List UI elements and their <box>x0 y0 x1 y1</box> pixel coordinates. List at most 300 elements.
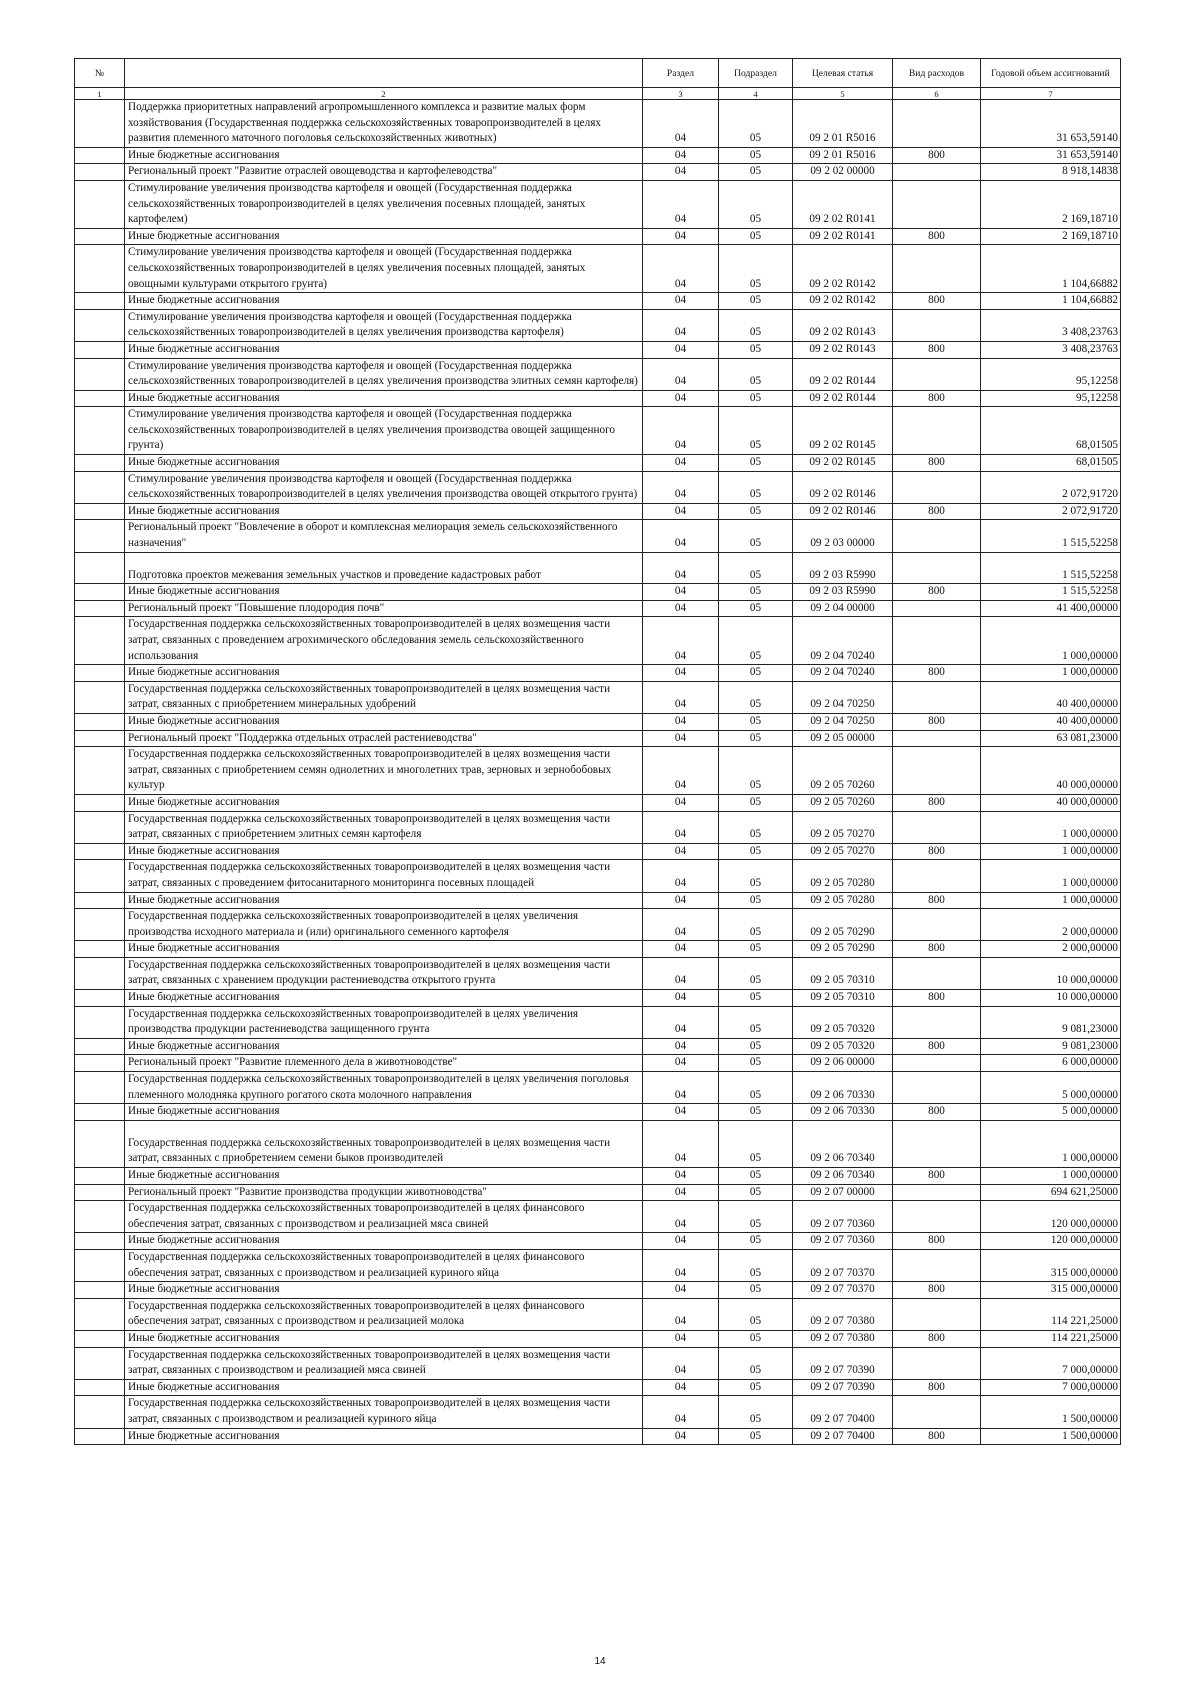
amount-cell: 7 000,00000 <box>981 1379 1121 1396</box>
row-number-cell <box>75 843 125 860</box>
amount-cell: 8 918,14838 <box>981 164 1121 181</box>
expense-type-cell <box>893 358 981 390</box>
table-row <box>75 730 1121 747</box>
section-cell: 04 <box>643 600 719 617</box>
row-number-cell <box>75 794 125 811</box>
table-row <box>75 503 1121 520</box>
table-row <box>75 584 1121 601</box>
expense-type-cell <box>893 1347 981 1379</box>
subsection-cell: 05 <box>719 390 793 407</box>
amount-cell: 9 081,23000 <box>981 1038 1121 1055</box>
row-number-cell <box>75 293 125 310</box>
table-row <box>75 1330 1121 1347</box>
amount-cell: 2 072,91720 <box>981 503 1121 520</box>
subsection-cell: 05 <box>719 1072 793 1104</box>
row-number-cell <box>75 407 125 455</box>
amount-cell: 31 653,59140 <box>981 147 1121 164</box>
target-article-cell: 09 2 02 R0142 <box>793 245 893 293</box>
table-row <box>75 228 1121 245</box>
row-name-cell: Иные бюджетные ассигнования <box>125 503 643 520</box>
header-section: Раздел <box>643 59 719 88</box>
row-number-cell <box>75 730 125 747</box>
target-article-cell: 09 2 02 R0146 <box>793 503 893 520</box>
target-article-cell: 09 2 07 70380 <box>793 1298 893 1330</box>
expense-type-cell <box>893 309 981 341</box>
expense-type-cell: 800 <box>893 1233 981 1250</box>
row-number-cell <box>75 455 125 472</box>
section-cell: 04 <box>643 665 719 682</box>
target-article-cell: 09 2 05 70320 <box>793 1006 893 1038</box>
subsection-cell: 05 <box>719 957 793 989</box>
section-cell: 04 <box>643 1396 719 1428</box>
expense-type-cell: 800 <box>893 1104 981 1121</box>
amount-cell: 95,12258 <box>981 390 1121 407</box>
page-number: 14 <box>594 1656 606 1667</box>
amount-cell: 10 000,00000 <box>981 990 1121 1007</box>
table-row <box>75 957 1121 989</box>
row-number-cell <box>75 309 125 341</box>
amount-cell: 1 000,00000 <box>981 1168 1121 1185</box>
table-row <box>75 1038 1121 1055</box>
amount-cell: 1 104,66882 <box>981 245 1121 293</box>
section-cell: 04 <box>643 1038 719 1055</box>
expense-type-cell <box>893 164 981 181</box>
subsection-cell: 05 <box>719 811 793 843</box>
subsection-cell: 05 <box>719 164 793 181</box>
target-article-cell: 09 2 04 70240 <box>793 617 893 665</box>
subsection-cell: 05 <box>719 1347 793 1379</box>
section-cell: 04 <box>643 1201 719 1233</box>
expense-type-cell: 800 <box>893 455 981 472</box>
expense-type-cell: 800 <box>893 794 981 811</box>
subsection-cell: 05 <box>719 1006 793 1038</box>
section-cell: 04 <box>643 811 719 843</box>
target-article-cell: 09 2 05 70290 <box>793 941 893 958</box>
row-number-cell <box>75 471 125 503</box>
expense-type-cell: 800 <box>893 293 981 310</box>
row-number-cell <box>75 1249 125 1281</box>
table-row <box>75 1298 1121 1330</box>
amount-cell: 5 000,00000 <box>981 1072 1121 1104</box>
header-name <box>125 59 643 88</box>
amount-cell: 10 000,00000 <box>981 957 1121 989</box>
table-row <box>75 1006 1121 1038</box>
row-number-cell <box>75 892 125 909</box>
section-cell: 04 <box>643 147 719 164</box>
table-row <box>75 1282 1121 1299</box>
section-cell: 04 <box>643 552 719 584</box>
target-article-cell: 09 2 05 70320 <box>793 1038 893 1055</box>
expense-type-cell <box>893 1006 981 1038</box>
row-name-cell: Региональный проект "Вовлечение в оборот и комплексная мелиорация земель сельскохозяйственного назначения" <box>125 520 643 552</box>
target-article-cell: 09 2 03 00000 <box>793 520 893 552</box>
row-name-cell: Иные бюджетные ассигнования <box>125 1038 643 1055</box>
target-article-cell: 09 2 02 R0144 <box>793 358 893 390</box>
row-name-cell: Иные бюджетные ассигнования <box>125 941 643 958</box>
row-name-cell: Государственная поддержка сельскохозяйственных товаропроизводителей в целях увеличения поголовья племенного молодняка крупного рогатого скота молочного направления <box>125 1072 643 1104</box>
row-name-cell: Подготовка проектов межевания земельных участков и проведение кадастровых работ <box>125 552 643 584</box>
expense-type-cell <box>893 957 981 989</box>
expense-type-cell <box>893 180 981 228</box>
row-name-cell: Иные бюджетные ассигнования <box>125 584 643 601</box>
amount-cell: 1 000,00000 <box>981 860 1121 892</box>
expense-type-cell <box>893 1298 981 1330</box>
expense-type-cell <box>893 730 981 747</box>
row-name-cell: Региональный проект "Развитие производства продукции животноводства" <box>125 1184 643 1201</box>
row-number-cell <box>75 811 125 843</box>
subsection-cell: 05 <box>719 584 793 601</box>
row-number-cell <box>75 1120 125 1167</box>
target-article-cell: 09 2 02 R0145 <box>793 407 893 455</box>
expense-type-cell: 800 <box>893 503 981 520</box>
section-cell: 04 <box>643 1006 719 1038</box>
amount-cell: 1 515,52258 <box>981 520 1121 552</box>
table-row <box>75 471 1121 503</box>
expense-type-cell <box>893 1249 981 1281</box>
row-name-cell: Иные бюджетные ассигнования <box>125 1168 643 1185</box>
expense-type-cell <box>893 1055 981 1072</box>
section-cell: 04 <box>643 584 719 601</box>
expense-type-cell <box>893 811 981 843</box>
section-cell: 04 <box>643 843 719 860</box>
section-cell: 04 <box>643 892 719 909</box>
target-article-cell: 09 2 02 R0145 <box>793 455 893 472</box>
row-name-cell: Государственная поддержка сельскохозяйственных товаропроизводителей в целях возмещения части затрат, связанных с производством и реализацией куриного яйца <box>125 1396 643 1428</box>
section-cell: 04 <box>643 1249 719 1281</box>
target-article-cell: 09 2 07 70370 <box>793 1249 893 1281</box>
table-row <box>75 843 1121 860</box>
section-cell: 04 <box>643 1233 719 1250</box>
target-article-cell: 09 2 06 70330 <box>793 1104 893 1121</box>
amount-cell: 68,01505 <box>981 455 1121 472</box>
column-number: 1 <box>75 88 125 100</box>
table-row <box>75 1428 1121 1445</box>
subsection-cell: 05 <box>719 1249 793 1281</box>
expense-type-cell: 800 <box>893 147 981 164</box>
expense-type-cell: 800 <box>893 1379 981 1396</box>
row-number-cell <box>75 164 125 181</box>
row-number-cell <box>75 860 125 892</box>
row-name-cell: Иные бюджетные ассигнования <box>125 990 643 1007</box>
table-row <box>75 455 1121 472</box>
table-row <box>75 552 1121 584</box>
amount-cell: 315 000,00000 <box>981 1282 1121 1299</box>
header-target-article: Целевая статья <box>793 59 893 88</box>
subsection-cell: 05 <box>719 1201 793 1233</box>
row-name-cell: Государственная поддержка сельскохозяйственных товаропроизводителей в целях финансового обеспечения затрат, связанных с производством и реализацией куриного яйца <box>125 1249 643 1281</box>
table-row <box>75 941 1121 958</box>
expense-type-cell: 800 <box>893 892 981 909</box>
target-article-cell: 09 2 07 70390 <box>793 1347 893 1379</box>
row-name-cell: Государственная поддержка сельскохозяйственных товаропроизводителей в целях возмещения части затрат, связанных с производством и реализацией мяса свиней <box>125 1347 643 1379</box>
subsection-cell: 05 <box>719 1330 793 1347</box>
expense-type-cell <box>893 407 981 455</box>
target-article-cell: 09 2 02 R0141 <box>793 228 893 245</box>
target-article-cell: 09 2 05 70310 <box>793 990 893 1007</box>
section-cell: 04 <box>643 730 719 747</box>
subsection-cell: 05 <box>719 794 793 811</box>
expense-type-cell <box>893 1184 981 1201</box>
table-row <box>75 520 1121 552</box>
row-number-cell <box>75 1104 125 1121</box>
row-number-cell <box>75 1396 125 1428</box>
section-cell: 04 <box>643 503 719 520</box>
expense-type-cell <box>893 860 981 892</box>
subsection-cell: 05 <box>719 665 793 682</box>
section-cell: 04 <box>643 1282 719 1299</box>
subsection-cell: 05 <box>719 1396 793 1428</box>
section-cell: 04 <box>643 990 719 1007</box>
row-name-cell: Иные бюджетные ассигнования <box>125 1233 643 1250</box>
row-name-cell: Иные бюджетные ассигнования <box>125 892 643 909</box>
amount-cell: 63 081,23000 <box>981 730 1121 747</box>
subsection-cell: 05 <box>719 990 793 1007</box>
row-number-cell <box>75 503 125 520</box>
row-number-cell <box>75 957 125 989</box>
section-cell: 04 <box>643 1104 719 1121</box>
expense-type-cell <box>893 520 981 552</box>
section-cell: 04 <box>643 1055 719 1072</box>
subsection-cell: 05 <box>719 1184 793 1201</box>
row-name-cell: Государственная поддержка сельскохозяйственных товаропроизводителей в целях возмещения части затрат, связанных с хранением продукции растениеводства открытого грунта <box>125 957 643 989</box>
header-expense-type: Вид расходов <box>893 59 981 88</box>
target-article-cell: 09 2 07 70370 <box>793 1282 893 1299</box>
section-cell: 04 <box>643 794 719 811</box>
section-cell: 04 <box>643 681 719 713</box>
amount-cell: 120 000,00000 <box>981 1201 1121 1233</box>
section-cell: 04 <box>643 1330 719 1347</box>
row-name-cell: Иные бюджетные ассигнования <box>125 665 643 682</box>
row-name-cell: Региональный проект "Развитие отраслей овощеводства и картофелеводства" <box>125 164 643 181</box>
amount-cell: 95,12258 <box>981 358 1121 390</box>
section-cell: 04 <box>643 713 719 730</box>
section-cell: 04 <box>643 228 719 245</box>
section-cell: 04 <box>643 100 719 148</box>
table-row <box>75 1201 1121 1233</box>
expense-type-cell: 800 <box>893 843 981 860</box>
subsection-cell: 05 <box>719 228 793 245</box>
section-cell: 04 <box>643 471 719 503</box>
row-name-cell: Иные бюджетные ассигнования <box>125 228 643 245</box>
table-row <box>75 407 1121 455</box>
target-article-cell: 09 2 04 70240 <box>793 665 893 682</box>
section-cell: 04 <box>643 1120 719 1167</box>
target-article-cell: 09 2 05 70270 <box>793 811 893 843</box>
row-name-cell: Иные бюджетные ассигнования <box>125 455 643 472</box>
section-cell: 04 <box>643 1379 719 1396</box>
amount-cell: 1 500,00000 <box>981 1428 1121 1445</box>
section-cell: 04 <box>643 1347 719 1379</box>
table-row <box>75 309 1121 341</box>
column-number: 5 <box>793 88 893 100</box>
target-article-cell: 09 2 06 00000 <box>793 1055 893 1072</box>
expense-type-cell: 800 <box>893 665 981 682</box>
section-cell: 04 <box>643 293 719 310</box>
table-row <box>75 1184 1121 1201</box>
section-cell: 04 <box>643 309 719 341</box>
row-name-cell: Стимулирование увеличения производства картофеля и овощей (Государственная поддержка сельскохозяйственных товаропроизводителей в целях увеличения посевных площадей, занятых картофелем) <box>125 180 643 228</box>
subsection-cell: 05 <box>719 1379 793 1396</box>
table-body <box>75 100 1121 1445</box>
section-cell: 04 <box>643 180 719 228</box>
subsection-cell: 05 <box>719 341 793 358</box>
section-cell: 04 <box>643 341 719 358</box>
target-article-cell: 09 2 06 70330 <box>793 1072 893 1104</box>
subsection-cell: 05 <box>719 860 793 892</box>
section-cell: 04 <box>643 1428 719 1445</box>
amount-cell: 40 400,00000 <box>981 713 1121 730</box>
target-article-cell: 09 2 05 70280 <box>793 860 893 892</box>
table-row <box>75 617 1121 665</box>
amount-cell: 1 000,00000 <box>981 843 1121 860</box>
table-row <box>75 100 1121 148</box>
target-article-cell: 09 2 07 70390 <box>793 1379 893 1396</box>
amount-cell: 1 500,00000 <box>981 1396 1121 1428</box>
subsection-cell: 05 <box>719 100 793 148</box>
expense-type-cell: 800 <box>893 228 981 245</box>
expense-type-cell <box>893 1201 981 1233</box>
table-row <box>75 341 1121 358</box>
amount-cell: 5 000,00000 <box>981 1104 1121 1121</box>
section-cell: 04 <box>643 164 719 181</box>
expense-type-cell: 800 <box>893 341 981 358</box>
amount-cell: 40 400,00000 <box>981 681 1121 713</box>
header-num: № <box>75 59 125 88</box>
row-number-cell <box>75 552 125 584</box>
row-name-cell: Иные бюджетные ассигнования <box>125 147 643 164</box>
row-name-cell: Государственная поддержка сельскохозяйственных товаропроизводителей в целях финансового обеспечения затрат, связанных с производством и реализацией молока <box>125 1298 643 1330</box>
row-name-cell: Иные бюджетные ассигнования <box>125 341 643 358</box>
subsection-cell: 05 <box>719 909 793 941</box>
expense-type-cell <box>893 471 981 503</box>
subsection-cell: 05 <box>719 1055 793 1072</box>
row-number-cell <box>75 1428 125 1445</box>
expense-type-cell: 800 <box>893 713 981 730</box>
column-number: 3 <box>643 88 719 100</box>
row-number-cell <box>75 990 125 1007</box>
subsection-cell: 05 <box>719 503 793 520</box>
header-annual-amount: Годовой объем ассигнований <box>981 59 1121 88</box>
subsection-cell: 05 <box>719 1038 793 1055</box>
amount-cell: 3 408,23763 <box>981 341 1121 358</box>
subsection-cell: 05 <box>719 180 793 228</box>
amount-cell: 3 408,23763 <box>981 309 1121 341</box>
amount-cell: 40 000,00000 <box>981 747 1121 795</box>
column-number: 6 <box>893 88 981 100</box>
target-article-cell: 09 2 03 R5990 <box>793 584 893 601</box>
target-article-cell: 09 2 04 00000 <box>793 600 893 617</box>
table-row <box>75 180 1121 228</box>
table-row <box>75 390 1121 407</box>
section-cell: 04 <box>643 407 719 455</box>
row-name-cell: Государственная поддержка сельскохозяйственных товаропроизводителей в целях увеличения производства продукции растениеводства защищенного грунта <box>125 1006 643 1038</box>
expense-type-cell <box>893 100 981 148</box>
target-article-cell: 09 2 02 R0146 <box>793 471 893 503</box>
subsection-cell: 05 <box>719 407 793 455</box>
target-article-cell: 09 2 07 70360 <box>793 1233 893 1250</box>
table-row <box>75 990 1121 1007</box>
subsection-cell: 05 <box>719 730 793 747</box>
row-number-cell <box>75 584 125 601</box>
row-number-cell <box>75 941 125 958</box>
expense-type-cell <box>893 600 981 617</box>
amount-cell: 2 000,00000 <box>981 941 1121 958</box>
target-article-cell: 09 2 07 70400 <box>793 1396 893 1428</box>
row-number-cell <box>75 147 125 164</box>
table-row <box>75 713 1121 730</box>
row-number-cell <box>75 100 125 148</box>
row-name-cell: Государственная поддержка сельскохозяйственных товаропроизводителей в целях возмещения части затрат, связанных с проведением агрохимического обследования земель сельскохозяйственного использования <box>125 617 643 665</box>
row-number-cell <box>75 909 125 941</box>
row-name-cell: Поддержка приоритетных направлений агропромышленного комплекса и развитие малых форм хозяйствования (Государственная поддержка сельскохозяйственных товаропроизводителей в целях развития племенного маточного поголовья сельскохозяйственных животных) <box>125 100 643 148</box>
target-article-cell: 09 2 02 R0141 <box>793 180 893 228</box>
expense-type-cell <box>893 552 981 584</box>
row-number-cell <box>75 1282 125 1299</box>
section-cell: 04 <box>643 957 719 989</box>
target-article-cell: 09 2 01 R5016 <box>793 100 893 148</box>
row-name-cell: Государственная поддержка сельскохозяйственных товаропроизводителей в целях увеличения производства исходного материала и (или) оригинального семенного картофеля <box>125 909 643 941</box>
row-number-cell <box>75 747 125 795</box>
row-name-cell: Государственная поддержка сельскохозяйственных товаропроизводителей в целях возмещения части затрат, связанных с приобретением минеральных удобрений <box>125 681 643 713</box>
expense-type-cell <box>893 681 981 713</box>
row-number-cell <box>75 1298 125 1330</box>
column-number: 4 <box>719 88 793 100</box>
subsection-cell: 05 <box>719 892 793 909</box>
amount-cell: 9 081,23000 <box>981 1006 1121 1038</box>
table-row <box>75 909 1121 941</box>
table-row <box>75 1055 1121 1072</box>
expense-type-cell <box>893 909 981 941</box>
row-number-cell <box>75 1201 125 1233</box>
row-number-cell <box>75 665 125 682</box>
target-article-cell: 09 2 05 70260 <box>793 747 893 795</box>
table-row <box>75 860 1121 892</box>
target-article-cell: 09 2 02 R0144 <box>793 390 893 407</box>
table-row <box>75 358 1121 390</box>
target-article-cell: 09 2 06 70340 <box>793 1168 893 1185</box>
subsection-cell: 05 <box>719 520 793 552</box>
target-article-cell: 09 2 07 70360 <box>793 1201 893 1233</box>
table-row <box>75 892 1121 909</box>
subsection-cell: 05 <box>719 1298 793 1330</box>
target-article-cell: 09 2 05 70280 <box>793 892 893 909</box>
row-name-cell: Иные бюджетные ассигнования <box>125 713 643 730</box>
subsection-cell: 05 <box>719 843 793 860</box>
amount-cell: 1 104,66882 <box>981 293 1121 310</box>
amount-cell: 1 000,00000 <box>981 665 1121 682</box>
table-row <box>75 1168 1121 1185</box>
expense-type-cell: 800 <box>893 941 981 958</box>
row-number-cell <box>75 390 125 407</box>
target-article-cell: 09 2 04 70250 <box>793 681 893 713</box>
section-cell: 04 <box>643 617 719 665</box>
subsection-cell: 05 <box>719 245 793 293</box>
table-row <box>75 293 1121 310</box>
target-article-cell: 09 2 03 R5990 <box>793 552 893 584</box>
expense-type-cell: 800 <box>893 1168 981 1185</box>
row-number-cell <box>75 1038 125 1055</box>
target-article-cell: 09 2 02 R0142 <box>793 293 893 310</box>
amount-cell: 120 000,00000 <box>981 1233 1121 1250</box>
section-cell: 04 <box>643 520 719 552</box>
target-article-cell: 09 2 06 70340 <box>793 1120 893 1167</box>
row-number-cell <box>75 600 125 617</box>
row-name-cell: Региональный проект "Развитие племенного дела в животноводстве" <box>125 1055 643 1072</box>
row-number-cell <box>75 1168 125 1185</box>
subsection-cell: 05 <box>719 1120 793 1167</box>
target-article-cell: 09 2 05 70260 <box>793 794 893 811</box>
amount-cell: 6 000,00000 <box>981 1055 1121 1072</box>
